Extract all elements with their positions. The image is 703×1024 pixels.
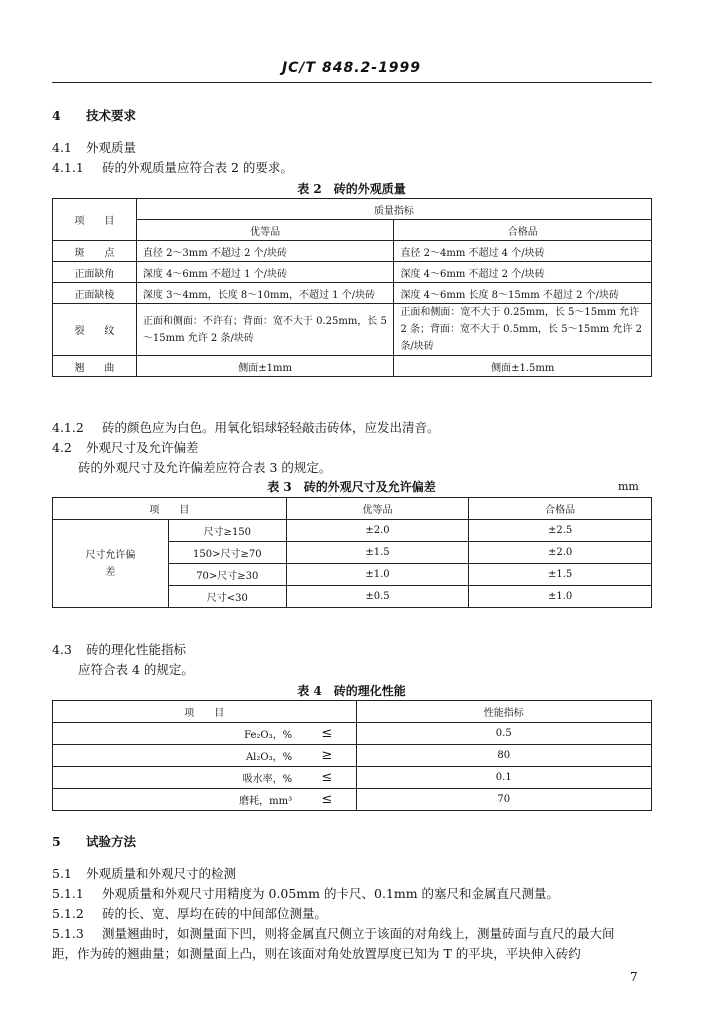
row-value: 0.5 [356, 723, 651, 745]
row-group-label: 尺寸允许偏差 [53, 520, 169, 608]
section-5-1-3-paragraph [52, 924, 652, 942]
table-3-caption: 表 3 砖的外观尺寸及允许偏差 [267, 480, 436, 494]
row-item: 翘 曲 [53, 356, 137, 377]
row-item: 正面缺棱 [53, 283, 137, 304]
row-qualified: 直径 2～4mm 不超过 4 个/块砖 [394, 241, 652, 262]
table-3-unit: mm [618, 480, 639, 493]
table-row [53, 767, 652, 789]
table-row [53, 241, 652, 262]
section-4-1-2-paragraph [52, 418, 440, 436]
row-operator: ≤ [298, 723, 356, 745]
table-row [53, 745, 652, 767]
section-number: 5.1.1 [52, 886, 84, 901]
row-item: 吸水率，% [53, 767, 299, 789]
table-head-index: 性能指标 [356, 701, 651, 723]
table-row [53, 356, 652, 377]
paragraph-text: 砖的颜色应为白色。用氧化铝球轻轻敲击砖体，应发出清音。 [102, 420, 440, 435]
row-item: 裂 纹 [53, 304, 137, 356]
paragraph-text: 外观质量和外观尺寸用精度为 0.05mm 的卡尺、0.1mm 的塞尺和金属直尺测量。 [102, 886, 560, 901]
section-number: 4.2 [52, 440, 72, 455]
section-title: 试验方法 [86, 834, 137, 849]
section-4-1-1-paragraph [52, 158, 293, 176]
table-4-caption: 表 4 砖的理化性能 [297, 684, 406, 698]
table-2 [52, 198, 652, 377]
table-row [53, 262, 652, 283]
section-5-heading [52, 832, 136, 850]
table-head-item: 项 目 [53, 199, 137, 241]
header-rule [52, 82, 652, 83]
section-5-1-1-paragraph [52, 884, 559, 902]
section-4-3-heading [52, 640, 186, 658]
section-title: 外观尺寸及允许偏差 [86, 440, 199, 455]
section-4-heading [52, 106, 136, 124]
row-value: 0.1 [356, 767, 651, 789]
section-5-1-heading [52, 864, 236, 882]
table-row [53, 283, 652, 304]
row-qualified: ±1.5 [469, 564, 652, 586]
row-item: 正面缺角 [53, 262, 137, 283]
table-3 [52, 497, 652, 608]
row-size: 尺寸<30 [168, 586, 286, 608]
row-superior: 侧面±1mm [136, 356, 394, 377]
section-title: 技术要求 [86, 108, 137, 123]
row-qualified: 侧面±1.5mm [394, 356, 652, 377]
table-head-qualified: 合格品 [394, 220, 652, 241]
row-superior: 深度 4～6mm 不超过 1 个/块砖 [136, 262, 394, 283]
document-header: JC/T 848.2-1999 [281, 60, 422, 76]
section-title: 外观质量和外观尺寸的检测 [86, 866, 237, 881]
row-qualified: ±2.0 [469, 542, 652, 564]
table-head-item: 项 目 [53, 498, 287, 520]
row-item: Al₂O₃，% [53, 745, 299, 767]
table-4 [52, 700, 652, 811]
row-operator: ≤ [298, 789, 356, 811]
section-5-1-2-paragraph [52, 904, 327, 922]
row-size: 尺寸≥150 [168, 520, 286, 542]
page-number: 7 [630, 970, 638, 984]
table-row [53, 723, 652, 745]
row-superior: 正面和侧面：不许有；背面：宽不大于 0.25mm，长 5～15mm 允许 2 条/块砖 [136, 304, 394, 356]
row-item: Fe₂O₃，% [53, 723, 299, 745]
row-superior: ±2.0 [286, 520, 469, 542]
section-number: 5.1.3 [52, 926, 84, 941]
row-value: 80 [356, 745, 651, 767]
section-title: 砖的理化性能指标 [86, 642, 187, 657]
section-4-2-paragraph: 砖的外观尺寸及允许偏差应符合表 3 的规定。 [78, 460, 332, 475]
table-row [53, 304, 652, 356]
section-number: 5.1 [52, 866, 72, 881]
section-title: 外观质量 [86, 140, 137, 155]
row-qualified: ±1.0 [469, 586, 652, 608]
row-size: 150>尺寸≥70 [168, 542, 286, 564]
section-number: 4 [52, 108, 61, 123]
table-head-quality: 质量指标 [136, 199, 651, 220]
row-qualified: 深度 4～6mm 不超过 2 个/块砖 [394, 262, 652, 283]
table-head-qualified: 合格品 [469, 498, 652, 520]
section-number: 5.1.2 [52, 906, 84, 921]
section-4-3-paragraph: 应符合表 4 的规定。 [78, 662, 194, 677]
row-qualified: 深度 4～6mm 长度 8～15mm 不超过 2 个/块砖 [394, 283, 652, 304]
row-qualified: ±2.5 [469, 520, 652, 542]
section-4-1-heading [52, 138, 136, 156]
table-2-caption: 表 2 砖的外观质量 [297, 182, 406, 196]
row-superior: 直径 2～3mm 不超过 2 个/块砖 [136, 241, 394, 262]
table-row [53, 789, 652, 811]
row-superior: ±0.5 [286, 586, 469, 608]
row-operator: ≥ [298, 745, 356, 767]
table-head-superior: 优等品 [286, 498, 469, 520]
table-head-superior: 优等品 [136, 220, 394, 241]
section-5-1-3-continuation: 距，作为砖的翘曲量；如测量面上凸，则在该面对角处放置厚度已知为 T 的平块，平块伸入砖约 [52, 946, 581, 961]
paragraph-text: 测量翘曲时，如测量面下凹，则将金属直尺侧立于该面的对角线上，测量砖面与直尺的最大间 [102, 926, 615, 941]
paragraph-text: 砖的长、宽、厚均在砖的中间部位测量。 [102, 906, 328, 921]
section-number: 4.1 [52, 140, 72, 155]
row-superior: ±1.5 [286, 542, 469, 564]
row-size: 70>尺寸≥30 [168, 564, 286, 586]
table-head-item: 项 目 [53, 701, 357, 723]
section-number: 4.3 [52, 642, 72, 657]
row-qualified: 正面和侧面：宽不大于 0.25mm，长 5～15mm 允许 2 条；背面：宽不大于 0.5mm，长 5～15mm 允许 2 条/块砖 [394, 304, 652, 356]
row-item: 斑 点 [53, 241, 137, 262]
section-number: 4.1.1 [52, 160, 84, 175]
section-4-2-heading [52, 438, 199, 456]
table-row [53, 520, 652, 542]
section-number: 4.1.2 [52, 420, 84, 435]
paragraph-text: 砖的外观质量应符合表 2 的要求。 [102, 160, 293, 175]
section-number: 5 [52, 834, 61, 849]
row-superior: ±1.0 [286, 564, 469, 586]
row-superior: 深度 3～4mm，长度 8～10mm，不超过 1 个/块砖 [136, 283, 394, 304]
row-operator: ≤ [298, 767, 356, 789]
row-value: 70 [356, 789, 651, 811]
row-item: 磨耗，mm³ [53, 789, 299, 811]
